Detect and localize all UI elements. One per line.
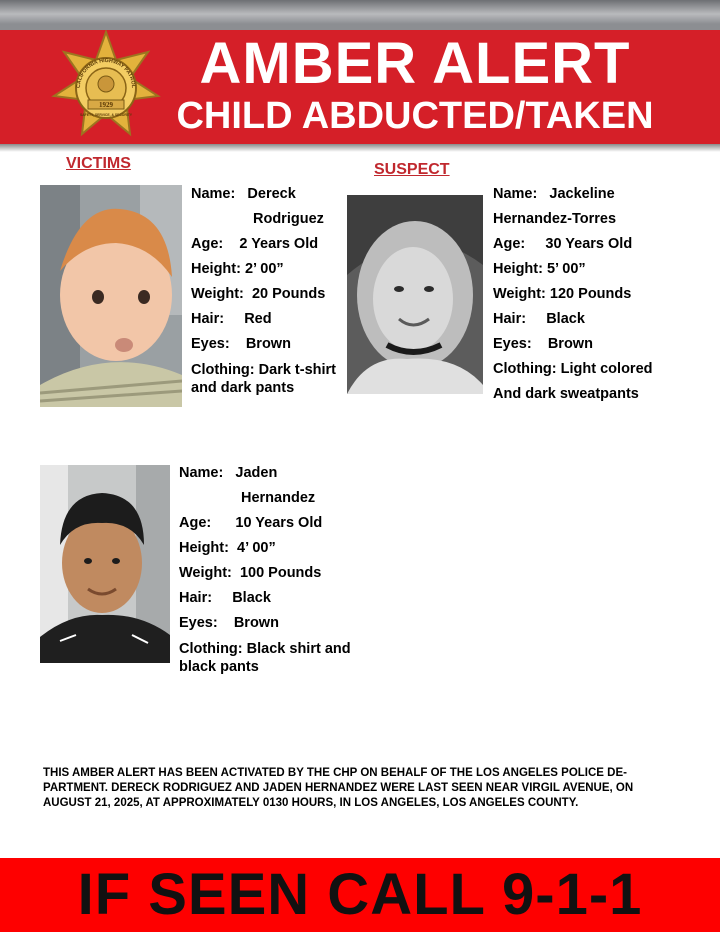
victim2-weight: 100 Pounds — [239, 565, 322, 581]
victim1-info — [191, 182, 341, 397]
victim2-clothing: Black shirt and black pants — [179, 641, 351, 675]
victim1-name-first: Dereck — [247, 186, 296, 202]
suspect-height: 5’ 00” — [546, 261, 586, 277]
suspect-hair: Black — [546, 311, 585, 327]
victim1-eyes-label: Eyes: — [191, 336, 230, 352]
suspect-heading: SUSPECT — [374, 161, 450, 178]
victim2-photo — [40, 465, 170, 663]
suspect-photo — [347, 195, 483, 394]
badge-motto: SAFETY, SERVICE, & SECURITY — [79, 113, 133, 117]
victim1-eyes: Brown — [245, 336, 291, 352]
victim2-weight-label: Weight: — [179, 565, 232, 581]
victim2-name-label: Name: — [179, 465, 224, 481]
alert-notice-text: THIS AMBER ALERT HAS BEEN ACTIVATED BY THE CHP ON BEHALF OF THE LOS ANGELES POLICE DE-PARTMENT. DERECK RODRIGUEZ AND JADEN HERNANDEZ WERE LAST SEEN NEAR VIRGIL AVENUE, ON AUGUST 21, 2025, AT APPROXIMATELY 0130 HOURS, IN LOS ANGELES, LOS ANGELES COUNTY. — [43, 767, 634, 809]
alert-subtitle: CHILD ABDUCTED/TAKEN — [176, 95, 654, 137]
victim1-age: 2 Years Old — [239, 236, 319, 252]
badge-ring-text: CALIFORNIA HIGHWAY PATROL — [75, 57, 137, 89]
victim2-name-last: Hernandez — [241, 490, 316, 506]
alert-title: AMBER ALERT — [199, 31, 631, 96]
victim2-hair-label: Hair: — [179, 590, 213, 606]
suspect-clothing-label: Clothing: — [493, 361, 557, 377]
victim1-hair: Red — [244, 311, 272, 327]
victim1-age-label: Age: — [191, 236, 224, 252]
victim2-height-label: Height: — [179, 540, 229, 556]
victims-heading: VICTIMS — [66, 155, 131, 172]
header-shadow — [0, 144, 720, 152]
victim2-name-first: Jaden — [235, 465, 278, 481]
victim2-hair: Black — [232, 590, 271, 606]
chp-badge-logo — [50, 30, 162, 140]
victim2-clothing-label: Clothing: — [179, 641, 243, 657]
suspect-weight-label: Weight: — [493, 286, 546, 302]
suspect-eyes: Brown — [547, 336, 593, 352]
victim2-height: 4’ 00” — [237, 540, 276, 556]
victim1-name-label: Name: — [191, 186, 236, 202]
suspect-weight: 120 Pounds — [549, 286, 632, 302]
suspect-age-label: Age: — [493, 236, 526, 252]
suspect-eyes-label: Eyes: — [493, 336, 532, 352]
victim1-name-last: Rodriguez — [253, 211, 324, 227]
suspect-age: 30 Years Old — [545, 236, 633, 252]
victim2-age-label: Age: — [179, 515, 212, 531]
victim1-height-label: Height: — [191, 261, 241, 277]
victim1-weight-label: Weight: — [191, 286, 244, 302]
victim2-eyes: Brown — [233, 615, 279, 631]
victim2-info — [179, 461, 379, 676]
victim1-hair-label: Hair: — [191, 311, 225, 327]
victim1-weight: 20 Pounds — [251, 286, 326, 302]
victim1-clothing: Dark t-shirt and dark pants — [191, 362, 337, 396]
victim1-height: 2’ 00” — [244, 261, 284, 277]
victim1-photo — [40, 185, 182, 407]
suspect-height-label: Height: — [493, 261, 543, 277]
suspect-clothing-line1: Light colored — [560, 361, 653, 377]
suspect-name-last: Hernandez-Torres — [493, 211, 617, 227]
suspect-clothing-line2: And dark sweatpants — [493, 386, 639, 402]
suspect-info — [493, 182, 693, 407]
victim1-clothing-label: Clothing: — [191, 362, 255, 378]
victim2-age: 10 Years Old — [235, 515, 323, 531]
victim2-eyes-label: Eyes: — [179, 615, 218, 631]
suspect-name-label: Name: — [493, 186, 538, 202]
suspect-hair-label: Hair: — [493, 311, 527, 327]
suspect-name-first: Jackeline — [549, 186, 615, 202]
call-911-text: IF SEEN CALL 9-1-1 — [77, 862, 643, 927]
badge-year: 1929 — [99, 101, 113, 109]
